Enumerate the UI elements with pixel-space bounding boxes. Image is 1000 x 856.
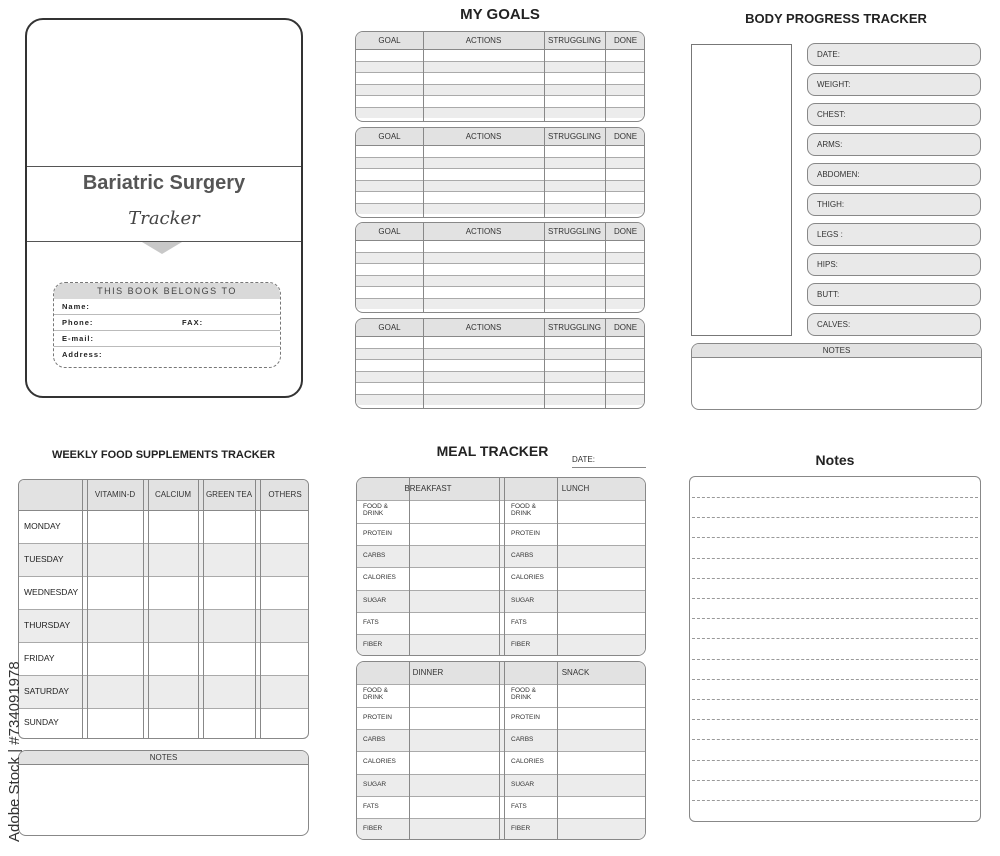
meal-col-rule: [557, 478, 558, 655]
meal-row-label: FOOD & DRINK: [511, 687, 536, 701]
meal-row-rule: [357, 774, 645, 775]
goal-row-rule: [356, 107, 644, 108]
goal-col-actions: ACTIONS: [465, 36, 502, 45]
goal-col-done: DONE: [613, 323, 638, 332]
meal-row-label: PROTEIN: [511, 714, 540, 721]
meal-title: MEAL TRACKER: [436, 443, 549, 459]
note-line: [692, 497, 978, 498]
meal-date-line[interactable]: [572, 467, 646, 468]
meal-row-label: CALORIES: [511, 574, 544, 581]
goal-row-rule: [356, 180, 644, 181]
goal-table-header: [356, 128, 644, 146]
goal-row-rule: [356, 203, 644, 204]
meal-row-label: FATS: [511, 619, 527, 626]
owner-field-name[interactable]: [54, 299, 280, 315]
meal-table: [356, 661, 646, 840]
owner-field-label: Phone:: [62, 318, 94, 327]
meal-row-label: FATS: [363, 803, 379, 810]
owner-field-email[interactable]: [54, 331, 280, 347]
goal-col-rule: [605, 32, 606, 121]
goal-row-shade: [356, 180, 644, 191]
owner-field-label: Address:: [62, 350, 103, 359]
weekly-rule: [19, 675, 308, 676]
goal-row-shade: [356, 157, 644, 168]
meal-table: [356, 477, 646, 656]
note-line: [692, 598, 978, 599]
measure-field[interactable]: LEGS :: [807, 223, 981, 246]
goal-table: [355, 127, 645, 218]
goal-table: [355, 318, 645, 409]
body-notes-box[interactable]: [691, 343, 982, 410]
meal-col-rule: [504, 662, 505, 839]
meal-row-label: FIBER: [511, 641, 531, 648]
weekly-col-rule: [143, 480, 144, 738]
meal-row-label: FATS: [363, 619, 379, 626]
meal-row-label: CARBS: [511, 736, 534, 743]
measure-field[interactable]: CALVES:: [807, 313, 981, 336]
meal-name: SNACK: [561, 668, 590, 677]
goal-col-rule: [423, 319, 424, 408]
meal-date-label: DATE:: [572, 455, 595, 464]
body-notes-label: NOTES: [692, 344, 981, 358]
weekly-day-wednesday: WEDNESDAY: [24, 587, 79, 597]
meal-name: BREAKFAST: [404, 484, 452, 493]
owner-field-phone[interactable]: [54, 315, 280, 331]
goal-col-rule: [605, 223, 606, 312]
goal-col-actions: ACTIONS: [465, 132, 502, 141]
meal-row-label: FATS: [511, 803, 527, 810]
goal-row-rule: [356, 84, 644, 85]
weekly-day-monday: MONDAY: [24, 521, 61, 531]
goal-col-rule: [544, 223, 545, 312]
goal-col-done: DONE: [613, 227, 638, 236]
meal-row-rule: [357, 590, 645, 591]
note-line: [692, 517, 978, 518]
weekly-title: WEEKLY FOOD SUPPLEMENTS TRACKER: [51, 449, 276, 461]
meal-col-rule: [409, 478, 410, 655]
meal-row-label: FOOD & DRINK: [511, 503, 536, 517]
goal-row-rule: [356, 72, 644, 73]
meal-row-label: CARBS: [363, 736, 386, 743]
note-line: [692, 537, 978, 538]
weekly-day-thursday: THURSDAY: [24, 620, 71, 630]
goal-table-header: [356, 223, 644, 241]
weekly-day-tuesday: TUESDAY: [24, 554, 64, 564]
goal-col-done: DONE: [613, 36, 638, 45]
measure-field[interactable]: BUTT:: [807, 283, 981, 306]
weekly-rule: [19, 576, 308, 577]
goal-row-shade: [356, 371, 644, 382]
meal-row-rule: [357, 707, 645, 708]
goal-col-struggling: STRUGGLING: [548, 132, 601, 141]
notes-title: Notes: [815, 452, 855, 468]
goal-col-actions: ACTIONS: [465, 323, 502, 332]
meal-row-rule: [357, 545, 645, 546]
weekly-table: [18, 479, 309, 739]
note-line: [692, 760, 978, 761]
meal-row-rule: [357, 818, 645, 819]
goal-row-rule: [356, 348, 644, 349]
weekly-rule: [19, 642, 308, 643]
goal-row-shade: [356, 61, 644, 72]
goal-row-rule: [356, 275, 644, 276]
goal-table-header: [356, 32, 644, 50]
weekly-day-saturday: SATURDAY: [24, 686, 70, 696]
meal-col-rule: [504, 478, 505, 655]
meal-row-label: PROTEIN: [363, 714, 392, 721]
weekly-col-vitamin-d: VITAMIN-D: [94, 490, 136, 499]
note-line: [692, 638, 978, 639]
goal-col-struggling: STRUGGLING: [548, 227, 601, 236]
meal-row-rule: [357, 729, 645, 730]
goal-col-goal: GOAL: [378, 132, 401, 141]
weekly-rule: [19, 609, 308, 610]
goal-row-rule: [356, 263, 644, 264]
meal-row-rule: [357, 567, 645, 568]
goal-row-rule: [356, 95, 644, 96]
measure-field[interactable]: THIGH:: [807, 193, 981, 216]
meal-row-rule: [357, 634, 645, 635]
goal-row-rule: [356, 157, 644, 158]
goal-table: [355, 31, 645, 122]
owner-heading: THIS BOOK BELONGS TO: [54, 283, 280, 299]
weekly-day-sunday: SUNDAY: [24, 717, 59, 727]
meal-col-rule: [557, 662, 558, 839]
meal-col-rule: [409, 662, 410, 839]
goal-col-struggling: STRUGGLING: [548, 323, 601, 332]
weekly-col-others: OTHERS: [268, 490, 302, 499]
lined-notes-box[interactable]: [689, 476, 981, 822]
weekly-col-rule: [198, 480, 199, 738]
meal-row-label: FIBER: [363, 825, 383, 832]
meal-col-rule: [499, 478, 500, 655]
goal-row-shade: [356, 275, 644, 286]
measure-field[interactable]: ARMS:: [807, 133, 981, 156]
weekly-rule: [19, 543, 308, 544]
meal-row-label: FOOD & DRINK: [363, 503, 388, 517]
goal-row-rule: [356, 252, 644, 253]
goal-col-goal: GOAL: [378, 227, 401, 236]
meal-row-label: PROTEIN: [363, 530, 392, 537]
note-line: [692, 578, 978, 579]
goal-row-shade: [356, 84, 644, 95]
cover-title: Bariatric Surgery: [82, 172, 246, 194]
meal-row-label: SUGAR: [363, 597, 387, 604]
meal-name: LUNCH: [561, 484, 590, 493]
goal-row-rule: [356, 359, 644, 360]
weekly-col-rule: [87, 480, 88, 738]
meal-row-rule: [357, 684, 645, 685]
goal-row-shade: [356, 298, 644, 309]
goal-col-struggling: STRUGGLING: [548, 36, 601, 45]
meal-row-label: CALORIES: [363, 574, 396, 581]
meal-row-label: PROTEIN: [511, 530, 540, 537]
note-line: [692, 780, 978, 781]
goals-title: MY GOALS: [460, 6, 540, 23]
meal-row-rule: [357, 751, 645, 752]
goal-row-rule: [356, 382, 644, 383]
cover-subtitle: Tracker: [128, 208, 200, 229]
note-line: [692, 659, 978, 660]
weekly-rule: [19, 510, 308, 511]
goal-row-shade: [356, 348, 644, 359]
meal-name: DINNER: [412, 668, 444, 677]
weekly-col-rule: [82, 480, 83, 738]
weekly-col-calcium: CALCIUM: [154, 490, 191, 499]
cover-page: [25, 18, 303, 398]
owner-box: [53, 282, 281, 368]
progress-photo-box[interactable]: [691, 44, 792, 336]
goal-col-done: DONE: [613, 132, 638, 141]
goal-row-shade: [356, 252, 644, 263]
goal-col-rule: [423, 223, 424, 312]
note-line: [692, 739, 978, 740]
goal-table-header: [356, 319, 644, 337]
goal-col-goal: GOAL: [378, 36, 401, 45]
goal-col-rule: [605, 128, 606, 217]
meal-row-label: SUGAR: [363, 781, 387, 788]
goal-row-rule: [356, 371, 644, 372]
weekly-rule: [19, 708, 308, 709]
meal-row-label: FIBER: [511, 825, 531, 832]
meal-col-rule: [499, 662, 500, 839]
goal-col-rule: [544, 319, 545, 408]
goal-col-goal: GOAL: [378, 323, 401, 332]
goal-row-rule: [356, 298, 644, 299]
meal-row-label: CARBS: [511, 552, 534, 559]
weekly-notes-box[interactable]: [18, 750, 309, 836]
goal-row-shade: [356, 394, 644, 405]
meal-row-rule: [357, 500, 645, 501]
weekly-col-rule: [148, 480, 149, 738]
goal-row-rule: [356, 168, 644, 169]
goal-row-shade: [356, 107, 644, 118]
goal-row-shade: [356, 203, 644, 214]
note-line: [692, 558, 978, 559]
side-credit-text: Adobe Stock | #734091978: [6, 661, 23, 842]
meal-row-label: SUGAR: [511, 597, 535, 604]
owner-field-label: E-mail:: [62, 334, 95, 343]
weekly-col-rule: [260, 480, 261, 738]
measure-field[interactable]: DATE:: [807, 43, 981, 66]
goal-row-rule: [356, 191, 644, 192]
measure-field[interactable]: WEIGHT:: [807, 73, 981, 96]
weekly-col-rule: [255, 480, 256, 738]
meal-row-label: FIBER: [363, 641, 383, 648]
weekly-notes-label: NOTES: [19, 751, 308, 765]
meal-row-label: SUGAR: [511, 781, 535, 788]
goal-col-rule: [544, 32, 545, 121]
meal-row-label: CARBS: [363, 552, 386, 559]
weekly-col-green-tea: GREEN TEA: [205, 490, 253, 499]
meal-row-rule: [357, 796, 645, 797]
measure-field[interactable]: HIPS:: [807, 253, 981, 276]
note-line: [692, 699, 978, 700]
goal-row-rule: [356, 286, 644, 287]
owner-field-fax: FAX:: [182, 318, 204, 327]
meal-row-rule: [357, 612, 645, 613]
goal-col-actions: ACTIONS: [465, 227, 502, 236]
measure-field[interactable]: ABDOMEN:: [807, 163, 981, 186]
goal-col-rule: [544, 128, 545, 217]
meal-row-label: CALORIES: [511, 758, 544, 765]
goal-col-rule: [423, 32, 424, 121]
goal-row-rule: [356, 61, 644, 62]
goal-col-rule: [605, 319, 606, 408]
note-line: [692, 719, 978, 720]
note-line: [692, 679, 978, 680]
body-progress-title: BODY PROGRESS TRACKER: [745, 11, 927, 26]
measure-field[interactable]: CHEST:: [807, 103, 981, 126]
goal-col-rule: [423, 128, 424, 217]
goal-row-rule: [356, 394, 644, 395]
note-line: [692, 800, 978, 801]
meal-row-label: CALORIES: [363, 758, 396, 765]
weekly-col-rule: [203, 480, 204, 738]
weekly-day-friday: FRIDAY: [24, 653, 55, 663]
meal-row-label: FOOD & DRINK: [363, 687, 388, 701]
goal-table: [355, 222, 645, 313]
band-pointer: [142, 242, 182, 254]
note-line: [692, 618, 978, 619]
owner-field-address[interactable]: [54, 347, 280, 363]
owner-field-label: Name:: [62, 302, 90, 311]
meal-row-rule: [357, 523, 645, 524]
